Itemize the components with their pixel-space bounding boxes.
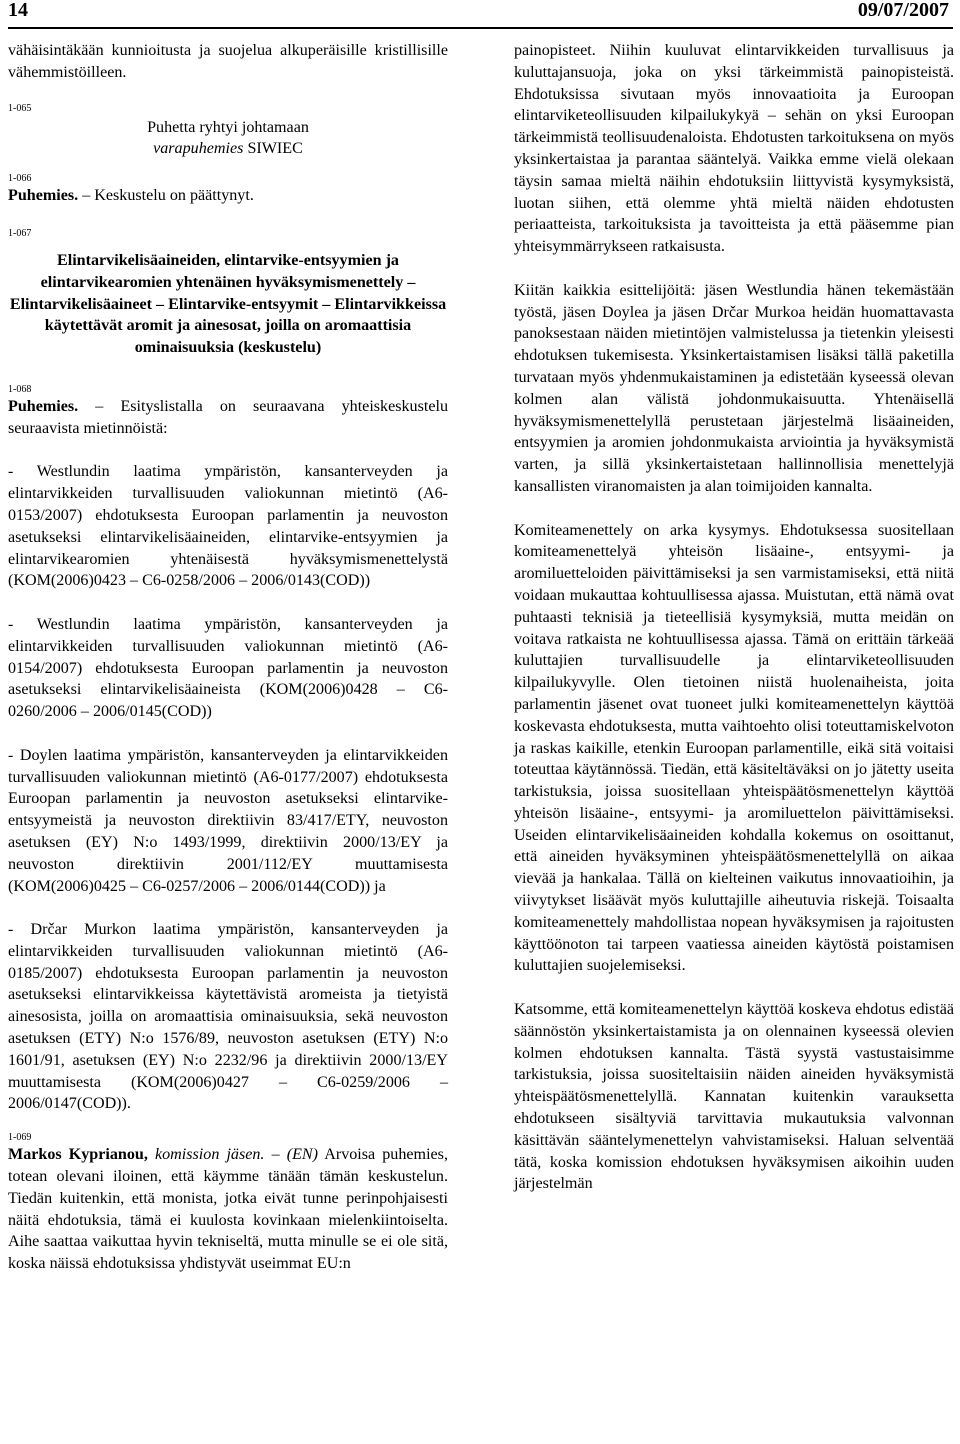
agenda-text: – Esityslistalla on seuraavana yhteiskeskustelu seuraavista mietinnöistä:: [8, 397, 448, 437]
intro-paragraph: vähäisintäkään kunnioitusta ja suojelua alkuperäisille kristillisille vähemmistöilleen.: [8, 42, 448, 81]
report-item: - Westlundin laatima ympäristön, kansanterveyden ja elintarvikkeiden turvallisuuden valiokunnan mietintö (A6-0154/2007) ehdotuksesta Euroopan parlamentin ja neuvoston asetukseksi elintarvikelisäaineista (KOM(2006)0428 – C6-0260/2006 – 2006/0145(COD)): [8, 615, 448, 721]
item-number: 1-067: [8, 227, 32, 239]
speaker-name: Puhemies.: [8, 187, 79, 205]
report-item: - Drčar Murkon laatima ympäristön, kansanterveyden ja elintarvikkeiden turvallisuuden valiokunnan mietintö (A6-0185/2007) ehdotuksesta Euroopan parlamentin ja neuvoston asetukseksi elintarvikkeissa käytettävistä aromeista ja tietyistä ainesosista, joilla on aromaattisia ominaisuuksia, sekä neuvoston asetuksen (ETY) N:o 1576/89, neuvoston asetuksen (ETY) N:o 1601/91, asetuksen (EY) N:o 2232/96 ja direktiivin 2000/13/EY muuttamisesta (KOM(2006)0427 – C6-0259/2006 – 2006/0147(COD)).: [8, 921, 448, 1113]
page-date: 09/07/2007: [857, 0, 949, 21]
speaker-name: Puhemies.: [8, 397, 79, 415]
page-number: 14: [8, 0, 28, 21]
speaker-role: komission jäsen.: [147, 1146, 265, 1164]
item-number: 1-069: [8, 1132, 32, 1144]
item-number: 1-068: [8, 383, 32, 395]
header-rule: [8, 27, 953, 29]
report-item: - Doylen laatima ympäristön, kansanterveyden ja elintarvikkeiden turvallisuuden valiokunnan mietintö (A6-0177/2007) ehdotuksesta Euroopan parlamentin ja neuvoston asetukseksi elintarvike-entsyymeistä ja neuvoston direktiivin 83/417/ETY, neuvoston asetuksen (EY) N:o 1493/1999, direktiivin 2000/13/EY ja neuvoston direktiivin 2001/112/EY muuttamisesta (KOM(2006)0425 – C6-0257/2006 – 2006/0144(COD)) ja: [8, 746, 448, 895]
speech-text: Arvoisa puhemies, totean olevani iloinen, että käymme tänään tämän keskustelun. Tiedän kuitenkin, että monista, jotka eivät tunne perinpohjaisesti näitä ehdotuksia, tämä ei kuulosta kovinkaan mielenkiintoiselta. Aihe saattaa vaikuttaa hyvin tekniseltä, mutta minulle se ei ole sitä, koska näissä ehdotuksissa yhdistyvät useimmat EU:n: [8, 1146, 448, 1273]
speech-paragraph: painopisteet. Niihin kuuluvat elintarvikkeiden turvallisuus ja kuluttajansuoja, joka on yksi tärkeimmistä painopisteistä. Ehdotuksissa sivutaan myös innovaatioita ja Euroopan elintarviketeollisuuden kilpailukykyä – sehän on yksi Euroopan tärkeimmistä teollisuudenaloista. Ehdotusten tarkoituksena on myös yksinkertaistaa ja parantaa sääntelyä. Vaikka emme vielä olekaan täysin samaa mieltä näihin ehdotuksiin liittyvistä kysymyksistä, luotan siihen, että olemme yhtä mieltä näiden ehdotusten periaatteista, tarkoituksista ja tavoitteista ja että pääsemme pian yhteisymmärrykseen ratkaisusta.: [514, 42, 954, 256]
chair-text: Puhetta ryhtyi johtamaan: [147, 118, 309, 136]
item-number: 1-066: [8, 173, 32, 185]
page-header: [0, 0, 960, 30]
speaker-name: Markos Kyprianou,: [8, 1146, 148, 1164]
right-column: [514, 40, 954, 1195]
chair-role: varapuhemies: [153, 140, 244, 158]
speech-paragraph: Katsomme, että komiteamenettelyn käyttöä koskeva ehdotus edistää säännöstön yksinkertaistamista ja on olennainen kyseessä olevien kolmen ehdotuksen kannalta. Tästä syystä vastustaisimme tarkistuksia, joissa suositeltaisiin näiden aineiden hyväksymistä yhteispäätösmenettelyllä. Kannatan kuitenkin varauksetta ehdotukseen sisältyviä tarvittavia mukautuksia valvonnan käsittävän sääntelymenettelyn vahvistamiseksi. Haluan selventää tätä, koska komission ehdotuksen hyväksymisen aikoihin uuden järjestelmän: [514, 1001, 954, 1193]
speech-paragraph: Kiitän kaikkia esittelijöitä: jäsen Westlundia hänen tekemästään työstä, jäsen Doylea ja jäsen Drčar Murkoa heidän huomattavasta panoksestaan näiden mietintöjen valmistelussa ja tietenkin yleisesti ehdotuksen tukemisesta. Yksinkertaistamisen lisäksi tällä paketilla turvataan myös yhdenmukaistaminen ja edistetään kyseessä olevan kolmen alan välistä johdonmukaisuutta. Yhtenäisellä hyväksymismenettelyllä perustetaan järjestelmä lisäaineiden, entsyymien ja aromien johdonmukaista arviointia ja hyväksymistä varten, ja sillä yksinkertaistetaan hallinnollisia menettelyjä kansallisten viranomaisten ja alan toimijoiden kannalta.: [514, 281, 954, 495]
chair-name: SIWIEC: [247, 140, 303, 158]
item-number: 1-065: [8, 102, 32, 114]
agenda-paragraph: [8, 396, 448, 440]
speech-paragraph: Komiteamenettely on arka kysymys. Ehdotuksessa suositellaan komiteamenettelyä yhteisön lisäaine-, entsyymi- ja aromiluetteloiden päivittämiseksi ja sen varmistamiseksi, että niitä voidaan mukauttaa kohtuullisessa ajassa. Muistutan, että nämä ovat puhtaasti teknisiä ja tieteellisiä kysymyksiä, mutta meidän on voitava ratkaista ne kohtuullisessa ajassa. Tämä on erittäin tärkeää kuluttajien turvallisuudelle ja elintarviketeollisuuden kilpailukyvylle. Olen tietoinen niistä huolenaiheista, joita parlamentin jäsenet ovat tuoneet julki komiteamenettelyn käyttöä koskevasta ehdotuksesta, mutta vaihtoehto olisi toteuttamiskelvoton ja raskas kaikille, etenkin Euroopan parlamentille, eikä sitä voitaisi toteuttaa käytännössä. Tiedän, että käsiteltäväksi on jo jätetty useita tarkistuksia, joissa suositellaan yhteispäätösmenettelyn käyttöä yhteisön lisäaine-, entsyymi- ja aromiluettelon päivittämiseksi. Useiden elintarvikelisäaineiden kohdalla kokemus on osoittanut, että aineiden hyväksyminen yhteispäätösmenettelyllä on aikaa vievää ja hankalaa. Tällä on kielteinen vaikutus innovaatioihin, ja viivytykset lisäävät myös kuluttajille aiheutuvia riskejä. Toisaalta komiteamenettely mahdollistaa nopean hyväksymisen ja rajoitusten käyttöönoton tai tarpeen vaatiessa aineiden käytöstä poistamisen kuluttajien suojelemiseksi.: [514, 521, 954, 975]
close-paragraph: [8, 185, 448, 207]
chair-line: [8, 117, 448, 139]
speech-paragraph: [8, 1144, 448, 1275]
report-item: - Westlundin laatima ympäristön, kansanterveyden ja elintarvikkeiden turvallisuuden valiokunnan mietintö (A6-0153/2007) ehdotuksesta Euroopan parlamentin ja neuvoston asetukseksi elintarvikelisäaineiden, elintarvike-entsyymien ja elintarvikearomien yhtenäisestä hyväksymismenettelystä (KOM(2006)0423 – C6-0258/2006 – 2006/0143(COD)): [8, 463, 448, 590]
agenda-title: Elintarvikelisäaineiden, elintarvike-entsyymien ja elintarvikearomien yhtenäinen hyväksymismenettely – Elintarvikelisäaineet – Elintarvike-entsyymit – Elintarvikkeissa käytettävät aromit ja ainesosat, joilla on aromaattisia ominaisuuksia (keskustelu): [9, 251, 447, 357]
speaker-language: – (EN): [264, 1146, 318, 1164]
chair-role-line: [8, 138, 448, 160]
left-column: [8, 40, 448, 1275]
close-text: – Keskustelu on päättynyt.: [78, 187, 254, 205]
